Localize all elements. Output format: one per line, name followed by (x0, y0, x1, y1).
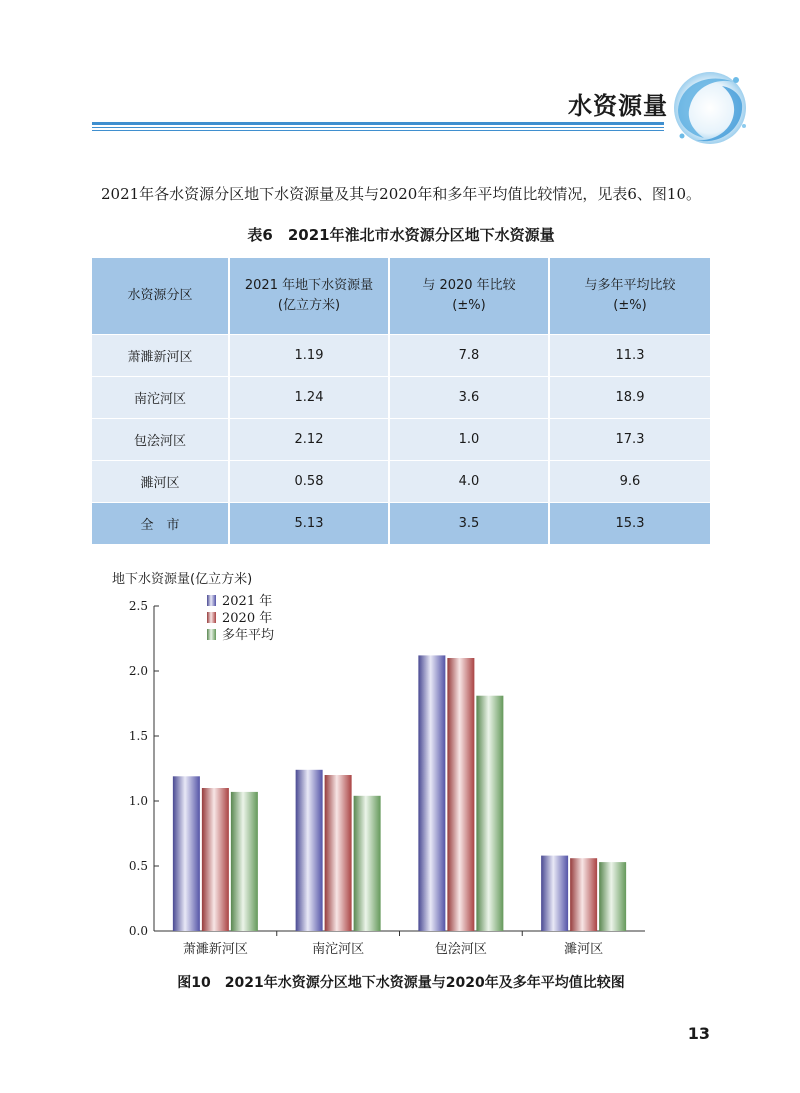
table-cell: 1.24 (229, 377, 389, 419)
bar-2-2 (325, 775, 352, 931)
bar-1-3 (418, 655, 445, 931)
table-cell: 3.5 (389, 503, 549, 545)
table-cell: 4.0 (389, 461, 549, 503)
y-tick-label: 2.0 (128, 664, 148, 678)
figure-caption: 图10 2021年水资源分区地下水资源量与2020年及多年平均值比较图 (177, 975, 625, 991)
table-cell: 17.3 (549, 419, 710, 461)
page-number: 13 (687, 1024, 710, 1043)
groundwater-table (92, 258, 710, 544)
legend-label: 2021 年 (222, 594, 273, 609)
x-tick-label: 南沱河区 (312, 942, 365, 957)
table-row (92, 419, 710, 461)
y-tick-label: 0.5 (128, 859, 148, 873)
x-tick-label: 萧濉新河区 (182, 942, 248, 957)
header-cell-amount: 2021 年地下水资源量 (亿立方米) (229, 258, 389, 335)
legend-swatch (207, 595, 216, 606)
header-rule-thin (92, 130, 664, 131)
table-cell: 萧濉新河区 (92, 335, 229, 377)
section-title: 水资源量 (568, 92, 668, 120)
bar-1-2 (296, 770, 323, 931)
header-rule-thin (92, 127, 664, 128)
header-rule (92, 122, 664, 125)
table-cell: 濉河区 (92, 461, 229, 503)
table-cell: 15.3 (549, 503, 710, 545)
table-row (92, 377, 710, 419)
table-cell: 1.19 (229, 335, 389, 377)
bar-2-3 (447, 658, 474, 931)
bar-3-2 (354, 796, 381, 931)
y-axis-label: 地下水资源量(亿立方米) (112, 572, 253, 587)
header-cell-vs-average: 与多年平均比较 (±%) (549, 258, 710, 335)
bar-2-1 (202, 788, 229, 931)
table-row (92, 335, 710, 377)
bar-3-1 (231, 792, 258, 931)
bar-1-4 (541, 856, 568, 931)
table-caption: 表6 2021年淮北市水资源分区地下水资源量 (247, 226, 555, 244)
bar-3-4 (599, 862, 626, 931)
table-cell: 18.9 (549, 377, 710, 419)
y-tick-label: 2.5 (128, 599, 148, 613)
table-cell: 3.6 (389, 377, 549, 419)
legend-swatch (207, 612, 216, 623)
legend-label: 2020 年 (222, 611, 273, 626)
table-cell: 5.13 (229, 503, 389, 545)
header-cell-vs-2020: 与 2020 年比较 (±%) (389, 258, 549, 335)
table-cell: 全 市 (92, 503, 229, 545)
table-cell: 2.12 (229, 419, 389, 461)
bar-3-3 (476, 696, 503, 931)
table-cell: 南沱河区 (92, 377, 229, 419)
table-row (92, 461, 710, 503)
water-splash-icon (668, 66, 752, 150)
table-cell: 包浍河区 (92, 419, 229, 461)
x-tick-label: 濉河区 (564, 942, 604, 957)
table-cell: 9.6 (549, 461, 710, 503)
table-cell: 0.58 (229, 461, 389, 503)
table-cell: 1.0 (389, 419, 549, 461)
table-cell: 11.3 (549, 335, 710, 377)
y-tick-label: 0.0 (128, 924, 148, 938)
y-tick-label: 1.0 (128, 794, 148, 808)
y-tick-label: 1.5 (128, 729, 148, 743)
groundwater-bar-chart (92, 565, 710, 965)
table-cell: 7.8 (389, 335, 549, 377)
intro-paragraph: 2021年各水资源分区地下水资源量及其与2020年和多年平均值比较情况，见表6、图10。 (101, 185, 701, 203)
table-header-row (92, 258, 710, 335)
legend-swatch (207, 629, 216, 640)
bar-1-1 (173, 776, 200, 931)
header-cell-region: 水资源分区 (92, 258, 229, 335)
legend-label: 多年平均 (222, 628, 275, 643)
bar-2-4 (570, 858, 597, 931)
x-tick-label: 包浍河区 (434, 942, 487, 957)
table-total-row (92, 503, 710, 545)
